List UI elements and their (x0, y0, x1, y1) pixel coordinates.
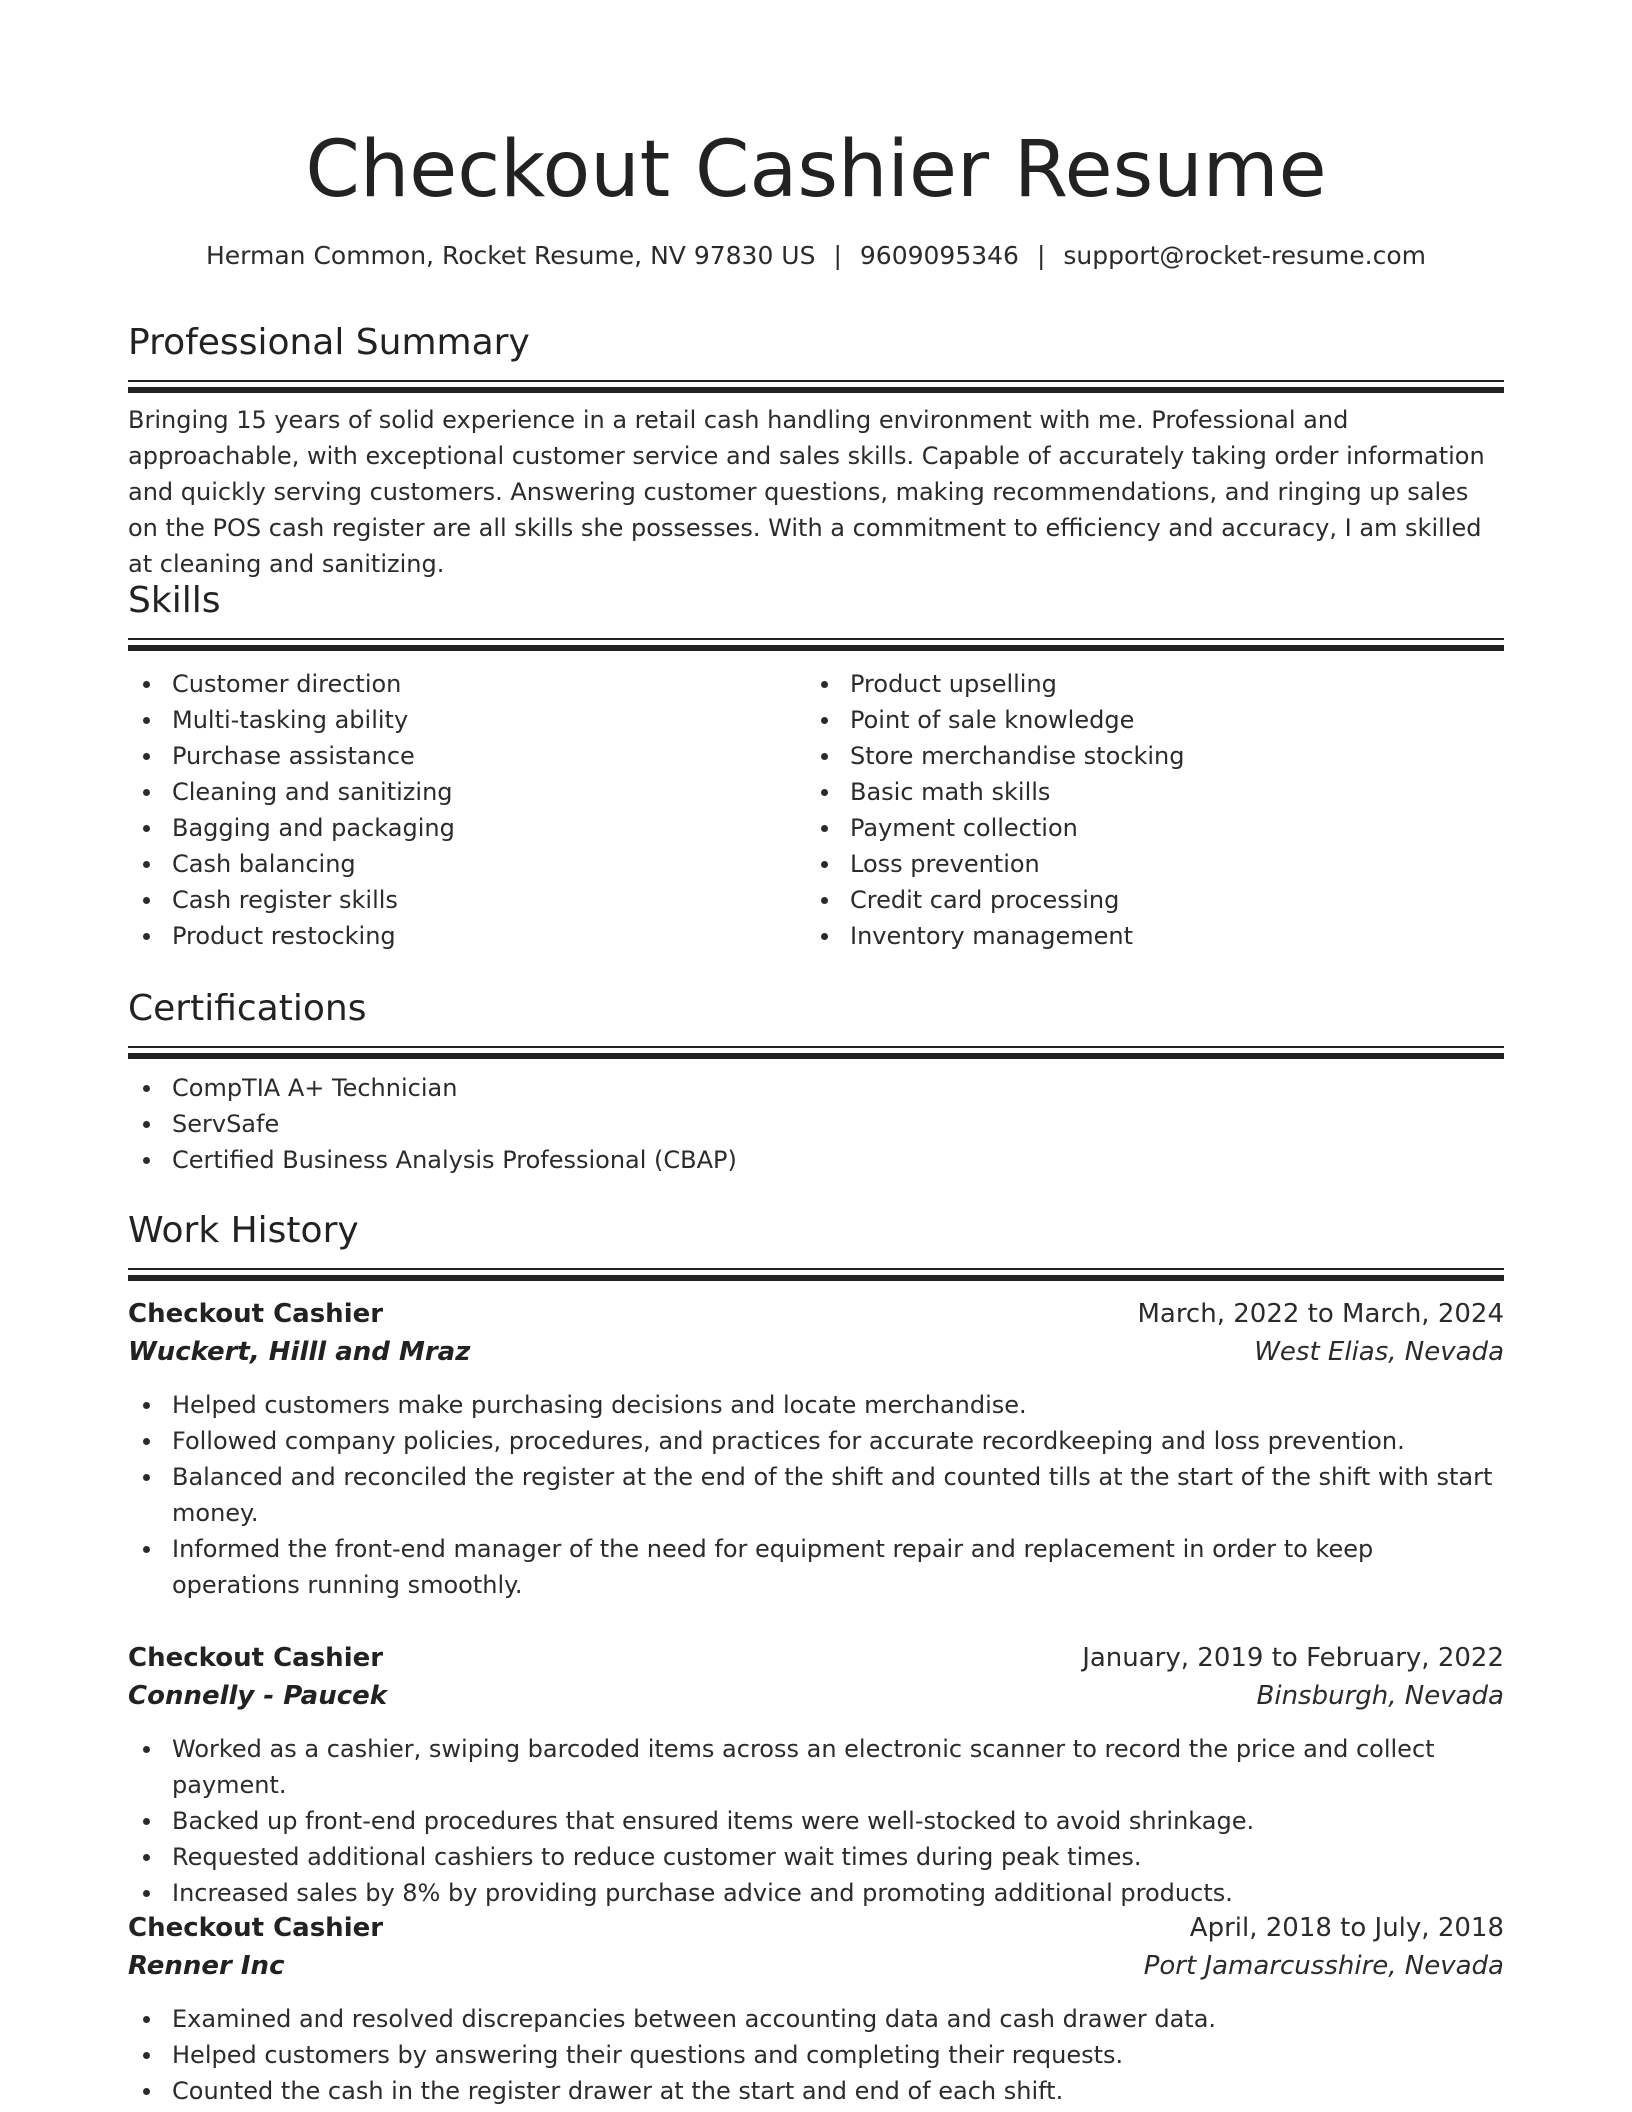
list-item: Cash balancing (128, 846, 808, 882)
job-entry (128, 1909, 1504, 2109)
job-sub-row (128, 1677, 1504, 1715)
job-header-row (128, 1295, 1504, 1333)
contact-address: Herman Common, Rocket Resume, NV 97830 US (205, 241, 816, 270)
section-skills-header (128, 576, 1504, 651)
list-item: Customer direction (128, 666, 808, 702)
divider (128, 1275, 1504, 1281)
job-bullets (128, 1731, 1504, 1911)
resume-title: Checkout Cashier Resume (305, 125, 1327, 215)
certifications-block (128, 1070, 1504, 1178)
job-title: Checkout Cashier (128, 1643, 384, 1673)
job-company: Renner Inc (128, 1951, 285, 1981)
list-item: Multi-tasking ability (128, 702, 808, 738)
list-item: Examined and resolved discrepancies between accounting data and cash drawer data. (128, 2001, 1504, 2037)
certifications-list (128, 1070, 1504, 1178)
section-heading: Work History (128, 1210, 359, 1251)
job-sub-row (128, 1333, 1504, 1371)
list-item: Cash register skills (128, 882, 808, 918)
job-dates: March, 2022 to March, 2024 (1137, 1299, 1504, 1329)
section-heading: Skills (128, 580, 221, 621)
job-location: West Elias, Nevada (1254, 1337, 1504, 1367)
list-item: Backed up front-end procedures that ensured items were well-stocked to avoid shrinkage. (128, 1803, 1504, 1839)
contact-phone: 9609095346 (859, 241, 1019, 270)
list-item: Certified Business Analysis Professional (CBAP) (128, 1142, 1504, 1178)
list-item: Helped customers by answering their questions and completing their requests. (128, 2037, 1504, 2073)
list-item: Product restocking (128, 918, 808, 954)
list-item: Informed the front-end manager of the need for equipment repair and replacement in order to keep operations running smoothly. (128, 1531, 1504, 1603)
job-entry (128, 1295, 1504, 1603)
list-item: Helped customers make purchasing decisions and locate merchandise. (128, 1387, 1504, 1423)
list-item: Product upselling (806, 666, 1486, 702)
job-title: Checkout Cashier (128, 1913, 384, 1943)
job-bullets (128, 1387, 1504, 1603)
divider (128, 1053, 1504, 1059)
job-sub-row (128, 1947, 1504, 1985)
job-dates: April, 2018 to July, 2018 (1189, 1913, 1504, 1943)
list-item: Followed company policies, procedures, and practices for accurate recordkeeping and loss prevention. (128, 1423, 1504, 1459)
summary-text: Bringing 15 years of solid experience in a retail cash handling environment with me. Professional and approachable, with exceptional customer service and sales skills. Capable of accurately taking order information and quickly serving customers. Answering customer questions, making recommendations, and ringing up sales on the POS cash register are all skills she possesses. With a commitment to efficiency and accuracy, I am skilled at cleaning and sanitizing. (128, 406, 1485, 578)
list-item: Purchase assistance (128, 738, 808, 774)
list-item: Credit card processing (806, 882, 1486, 918)
list-item: Bagging and packaging (128, 810, 808, 846)
list-item: CompTIA A+ Technician (128, 1070, 1504, 1106)
contact-email: support@rocket-resume.com (1063, 241, 1427, 270)
skills-column-right (806, 666, 1486, 954)
job-company: Connelly - Paucek (128, 1681, 388, 1711)
list-item: Point of sale knowledge (806, 702, 1486, 738)
job-location: Port Jamarcusshire, Nevada (1143, 1951, 1504, 1981)
list-item: Store merchandise stocking (806, 738, 1486, 774)
divider (128, 387, 1504, 393)
list-item: Worked as a cashier, swiping barcoded items across an electronic scanner to record the price and collect payment. (128, 1731, 1504, 1803)
job-dates: January, 2019 to February, 2022 (1082, 1643, 1504, 1673)
job-title: Checkout Cashier (128, 1299, 384, 1329)
job-company: Wuckert, Hilll and Mraz (128, 1337, 471, 1367)
list-item: Counted the cash in the register drawer at the start and end of each shift. (128, 2073, 1504, 2109)
list-item: Cleaning and sanitizing (128, 774, 808, 810)
contact-line (128, 238, 1504, 274)
contact-separator: | (1036, 241, 1046, 270)
list-item: Inventory management (806, 918, 1486, 954)
skills-list (806, 666, 1486, 954)
list-item: Increased sales by 8% by providing purchase advice and promoting additional products. (128, 1875, 1504, 1911)
section-heading: Professional Summary (128, 322, 530, 363)
list-item: ServSafe (128, 1106, 1504, 1142)
list-item: Basic math skills (806, 774, 1486, 810)
list-item: Requested additional cashiers to reduce customer wait times during peak times. (128, 1839, 1504, 1875)
list-item: Balanced and reconciled the register at the end of the shift and counted tills at the start of the shift with start money. (128, 1459, 1504, 1531)
job-header-row (128, 1909, 1504, 1947)
section-work-header (128, 1206, 1504, 1281)
section-heading: Certifications (128, 988, 367, 1029)
divider (128, 1046, 1504, 1048)
divider (128, 638, 1504, 640)
list-item: Loss prevention (806, 846, 1486, 882)
divider (128, 645, 1504, 651)
job-header-row (128, 1639, 1504, 1677)
skills-column-left (128, 666, 808, 954)
skills-list (128, 666, 808, 954)
section-summary-header (128, 318, 1504, 393)
contact-separator: | (833, 241, 842, 270)
job-bullets (128, 2001, 1504, 2109)
divider (128, 380, 1504, 382)
divider (128, 1268, 1504, 1270)
list-item: Payment collection (806, 810, 1486, 846)
job-location: Binsburgh, Nevada (1256, 1681, 1504, 1711)
section-certifications-header (128, 984, 1504, 1059)
job-entry (128, 1639, 1504, 1911)
